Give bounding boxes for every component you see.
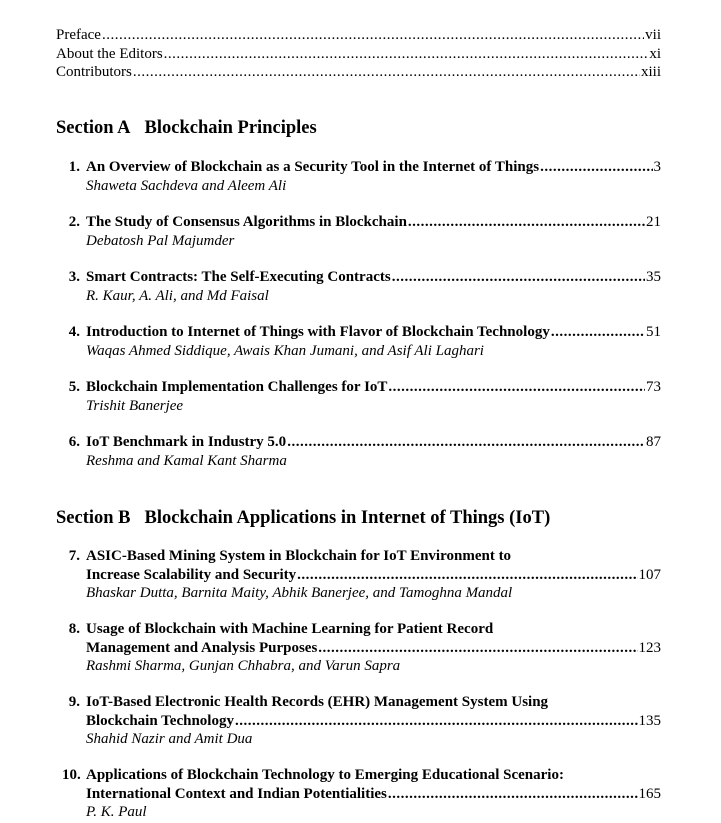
front-matter-label: Contributors	[56, 64, 132, 80]
chapter-title: The Study of Consensus Algorithms in Blockchain	[86, 214, 407, 230]
chapter-authors: P. K. Paul	[86, 804, 147, 820]
chapter-title-line: Applications of Blockchain Technology to Emerging Educational Scenario:	[86, 767, 564, 783]
chapter-page: 51	[646, 324, 661, 340]
chapter-authors: Debatosh Pal Majumder	[86, 232, 235, 249]
chapter-number: 3.	[68, 269, 80, 285]
chapter-authors: Shahid Nazir and Amit Dua	[86, 731, 253, 747]
section-title: Blockchain Principles	[144, 118, 317, 138]
front-matter-row[interactable]	[56, 45, 661, 64]
chapter-authors: Rashmi Sharma, Gunjan Chhabra, and Varun Sapra	[86, 658, 401, 674]
chapter-title: Blockchain Implementation Challenges for IoT	[86, 379, 388, 395]
front-matter-page: xiii	[640, 64, 661, 80]
section-letter: Section B	[56, 508, 131, 528]
dot-leader	[102, 26, 644, 45]
front-matter-page: xi	[649, 45, 661, 62]
front-matter-row[interactable]	[56, 26, 661, 45]
section-heading	[56, 508, 550, 529]
front-matter-label: About the Editors	[56, 45, 163, 62]
chapter-entry[interactable]	[62, 213, 661, 250]
chapter-entry[interactable]	[62, 378, 661, 415]
chapter-authors: Trishit Banerjee	[86, 397, 184, 414]
chapter-page: 165	[638, 785, 661, 802]
chapter-page: 135	[638, 712, 661, 729]
dot-leader	[318, 639, 637, 658]
section-letter: Section A	[56, 118, 131, 138]
chapter-title-line: Usage of Blockchain with Machine Learning for Patient Record	[86, 621, 494, 637]
chapter-title-line: IoT-Based Electronic Health Records (EHR) Management System Using	[86, 694, 549, 710]
chapter-title: Blockchain Technology	[86, 712, 234, 729]
chapter-number: 4.	[68, 324, 80, 340]
chapter-authors: Bhaskar Dutta, Barnita Maity, Abhik Banerjee, and Tamoghna Mandal	[86, 585, 513, 601]
chapter-authors: Waqas Ahmed Siddique, Awais Khan Jumani, and Asif Ali Laghari	[86, 342, 484, 359]
chapter-number: 6.	[68, 434, 80, 450]
dot-leader	[297, 566, 637, 585]
chapter-entry[interactable]	[62, 693, 661, 749]
chapter-title: IoT Benchmark in Industry 5.0	[86, 434, 287, 450]
front-matter-page: vii	[645, 27, 661, 43]
chapter-entry[interactable]	[62, 766, 661, 822]
chapter-authors: Reshma and Kamal Kant Sharma	[86, 452, 287, 469]
chapter-number: 10.	[62, 767, 81, 783]
chapter-number: 9.	[68, 694, 80, 710]
dot-leader	[164, 45, 649, 64]
chapter-number: 2.	[68, 214, 80, 230]
chapter-page: 123	[638, 639, 661, 656]
chapter-entry[interactable]	[62, 158, 661, 195]
chapter-title: Increase Scalability and Security	[86, 566, 297, 583]
chapter-page: 21	[646, 214, 661, 230]
chapter-title: An Overview of Blockchain as a Security Tool in the Internet of Things	[86, 159, 540, 175]
dot-leader	[235, 712, 638, 731]
chapter-number: 7.	[68, 548, 80, 564]
dot-leader	[287, 433, 645, 452]
chapter-number: 8.	[68, 621, 80, 637]
chapter-number: 5.	[68, 379, 80, 395]
chapter-entry[interactable]	[62, 620, 661, 676]
chapter-entry[interactable]	[62, 547, 661, 603]
chapter-page: 35	[646, 269, 661, 285]
chapter-title: Introduction to Internet of Things with Flavor of Blockchain Technology	[86, 324, 550, 340]
dot-leader	[388, 378, 645, 397]
dot-leader	[551, 323, 645, 342]
dot-leader	[388, 785, 638, 804]
dot-leader	[408, 213, 645, 232]
chapter-authors: R. Kaur, A. Ali, and Md Faisal	[86, 287, 269, 304]
front-matter-row[interactable]	[56, 63, 661, 82]
dot-leader	[392, 268, 645, 287]
chapter-entry[interactable]	[62, 433, 661, 470]
chapter-page: 3	[653, 159, 661, 175]
chapter-number: 1.	[68, 159, 80, 175]
chapter-page: 73	[646, 379, 661, 395]
front-matter-label: Preface	[56, 27, 101, 43]
section-heading	[56, 118, 317, 139]
chapter-entry[interactable]	[62, 323, 661, 360]
chapter-title: Management and Analysis Purposes	[86, 639, 318, 656]
chapter-title: International Context and Indian Potentialities	[86, 785, 387, 802]
chapter-title-line: ASIC-Based Mining System in Blockchain for IoT Environment to	[86, 548, 512, 564]
dot-leader	[133, 63, 640, 82]
dot-leader	[540, 158, 652, 177]
front-matter-list	[56, 26, 661, 82]
chapter-page: 107	[638, 566, 661, 583]
chapter-authors: Shaweta Sachdeva and Aleem Ali	[86, 177, 287, 194]
chapter-entry[interactable]	[62, 268, 661, 305]
chapter-title: Smart Contracts: The Self-Executing Contracts	[86, 269, 391, 285]
chapter-page: 87	[646, 434, 661, 450]
section-title: Blockchain Applications in Internet of Things (IoT)	[144, 508, 551, 528]
